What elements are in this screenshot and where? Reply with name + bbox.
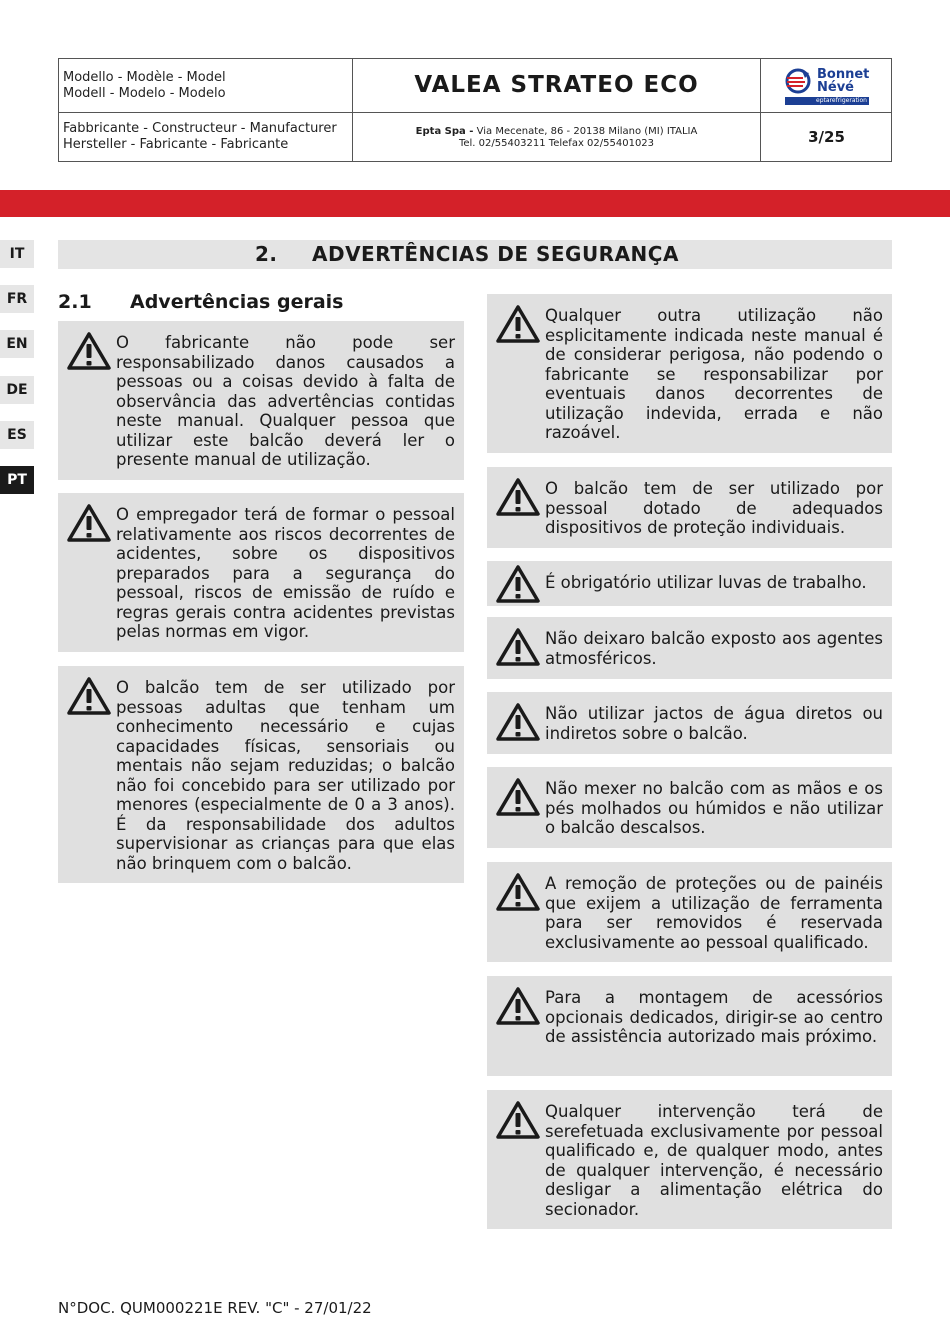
manufacturer-label-cell xyxy=(59,113,352,162)
warning-text: A remoção de proteções ou de painéis que exijem a utilização de ferramenta para ser removidos é reservada exclusivamente ao pessoal qualificado. xyxy=(545,874,883,952)
warning-triangle-icon xyxy=(66,503,112,543)
logo-cell xyxy=(761,59,892,112)
warning-text: Não mexer no balcão com as mãos e os pés molhados ou húmidos e não utilizar o balcão descalsos. xyxy=(545,779,883,837)
language-tab-fr[interactable] xyxy=(0,285,34,313)
subsection-title: Advertências gerais xyxy=(130,291,344,313)
warning-box xyxy=(487,1090,892,1229)
warning-triangle-icon xyxy=(66,331,112,371)
language-tab-label: IT xyxy=(9,246,25,262)
bonnet-neve-logo xyxy=(783,67,871,105)
language-tab-label: ES xyxy=(7,427,27,443)
manufacturer-address-cell xyxy=(353,113,760,162)
warning-box xyxy=(487,862,892,962)
warning-text: Qualquer outra utilização não esplicitamente indicada neste manual é de considerar perigosa, não podendo o fabricante se responsabilizar por eventuais danos decorrentes de utilização indevida, errada e não razoável. xyxy=(545,306,883,442)
warning-triangle-icon xyxy=(495,872,541,912)
language-tab-en[interactable] xyxy=(0,330,34,358)
warning-box xyxy=(487,617,892,679)
warning-box xyxy=(487,294,892,453)
warning-text: Para a montagem de acessórios opcionais dedicados, dirigir-se ao centro de assistência autorizado mais próximo. xyxy=(545,988,883,1046)
language-tab-es[interactable] xyxy=(0,421,34,449)
language-tab-label: PT xyxy=(7,472,27,488)
logo-text xyxy=(817,68,869,94)
model-label-line-2: Modell - Modelo - Modelo xyxy=(63,86,226,101)
model-label-line-1: Modello - Modèle - Model xyxy=(63,70,226,85)
language-tab-label: DE xyxy=(6,382,28,398)
warning-triangle-icon xyxy=(495,627,541,667)
section-heading xyxy=(58,240,892,269)
warning-text: O balcão tem de ser utilizado por pessoal dotado de adequados dispositivos de proteção individuais. xyxy=(545,479,883,537)
model-label-cell xyxy=(59,59,352,112)
logo-line-1: Bonnet xyxy=(817,67,870,82)
model-name-cell xyxy=(353,59,760,112)
logo-line-2: Névé xyxy=(817,80,854,95)
header-accent-band xyxy=(0,190,950,217)
company-name: Epta Spa - xyxy=(415,126,474,137)
warning-text: Não deixaro balcão exposto aos agentes atmosféricos. xyxy=(545,629,883,668)
document-reference: N°DOC. QUM000221E REV. "C" - 27/01/22 xyxy=(58,1299,372,1317)
section-title: ADVERTÊNCIAS DE SEGURANÇA xyxy=(312,242,679,266)
warning-text: O empregador terá de formar o pessoal relativamente aos riscos decorrentes de acidentes, sobre os dispositivos preparados para a segurança do pessoal, riscos de emissão de ruído e regras gerais contra acidentes previstas pelas normas em vigor. xyxy=(116,505,455,641)
manufacturer-label-line-2: Hersteller - Fabricante - Fabricante xyxy=(63,137,289,152)
language-tab-it[interactable] xyxy=(0,240,34,268)
page-number-cell xyxy=(761,113,892,162)
warning-triangle-icon xyxy=(495,1100,541,1140)
warning-triangle-icon xyxy=(495,986,541,1026)
logo-tagline: eptarefrigeration xyxy=(785,97,869,105)
warning-box xyxy=(487,976,892,1076)
warning-box xyxy=(58,321,464,480)
warning-triangle-icon xyxy=(495,304,541,344)
warning-triangle-icon xyxy=(495,702,541,742)
language-tab-label: EN xyxy=(6,336,28,352)
document-header xyxy=(58,58,892,162)
model-name: VALEA STRATEO ECO xyxy=(414,72,699,98)
warning-text: O balcão tem de ser utilizado por pessoas adultas que tenham um conhecimento necessário e cujas capacidades físicas, sensoriais ou mentais não sejam reduzidas; o balcão não foi concebido para ser utilizado por menores (especialmente de 0 a 3 anos). É da responsabilidade dos adultos supervisionar as crianças para que elas não brinquem com o balcão. xyxy=(116,678,455,873)
language-tab-pt[interactable] xyxy=(0,466,34,494)
warning-box xyxy=(487,692,892,754)
company-phone: Tel. 02/55403211 Telefax 02/55401023 xyxy=(458,138,655,149)
page-number: 3/25 xyxy=(808,128,845,146)
section-number: 2. xyxy=(255,242,278,266)
warning-text: O fabricante não pode ser responsabilizado danos causados a pessoas ou a coisas devido à falta de observância das advertências contidas neste manual. Qualquer pessoa que utilizar este balcão deverá ler o presente manual de utilização. xyxy=(116,333,455,469)
language-tab-label: FR xyxy=(6,291,28,307)
warning-triangle-icon xyxy=(495,564,541,604)
warning-box xyxy=(58,493,464,652)
warning-text: Qualquer intervenção terá de serefetuada exclusivamente por pessoal qualificado e, de qualquer modo, antes de qualquer intervenção, é necessário desligar a alimentação elétrica do secionador. xyxy=(545,1102,883,1219)
warning-triangle-icon xyxy=(495,477,541,517)
warning-box xyxy=(58,666,464,883)
warning-box xyxy=(487,767,892,848)
logo-emblem-icon xyxy=(783,67,813,97)
manufacturer-label-line-1: Fabbricante - Constructeur - Manufacturer xyxy=(63,121,337,136)
language-tab-de[interactable] xyxy=(0,376,34,404)
company-address: Via Mecenate, 86 - 20138 Milano (MI) ITALIA xyxy=(476,126,698,137)
warning-triangle-icon xyxy=(495,777,541,817)
warning-box xyxy=(487,467,892,548)
warning-triangle-icon xyxy=(66,676,112,716)
subsection-number: 2.1 xyxy=(58,291,92,313)
warning-text: Não utilizar jactos de água diretos ou indiretos sobre o balcão. xyxy=(545,704,883,743)
warning-box xyxy=(487,561,892,606)
warning-text: É obrigatório utilizar luvas de trabalho. xyxy=(545,573,867,592)
